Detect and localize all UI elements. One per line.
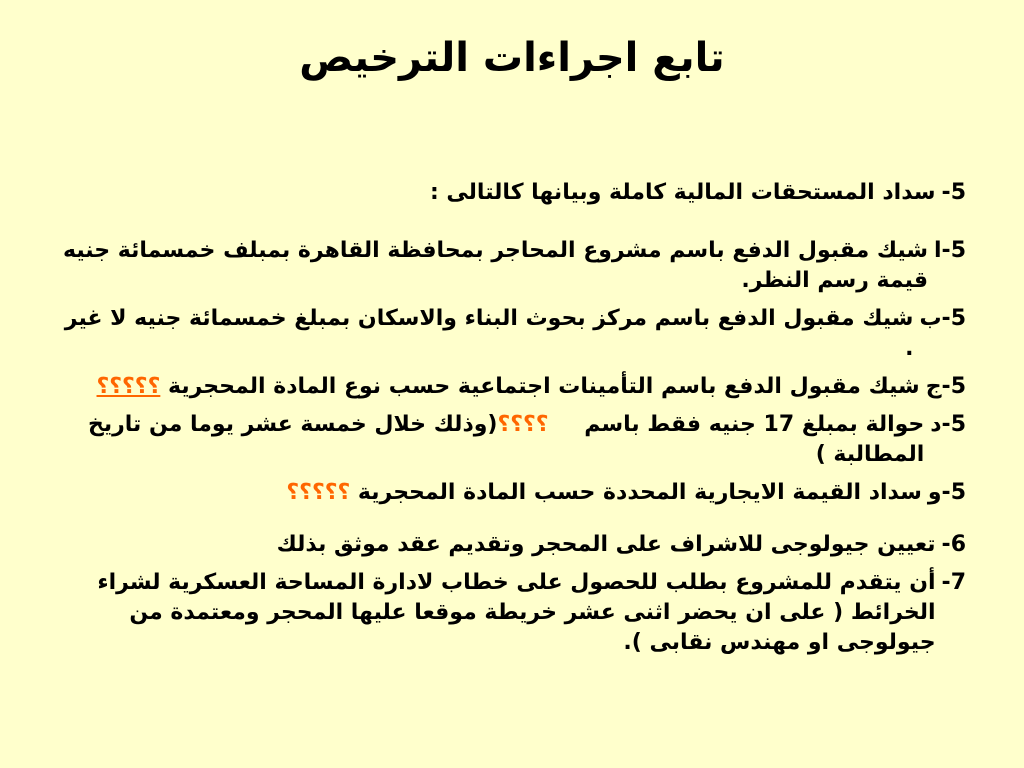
item-text-container	[60, 478, 928, 508]
list-item-5c	[60, 372, 966, 402]
item-number: 5-	[941, 180, 966, 205]
list-item-5a	[60, 236, 966, 296]
item-text: تعيين جيولوجى للاشراف على المحجر وتقديم عقد موثق بذلك	[276, 532, 936, 557]
slide-body	[60, 178, 966, 658]
list-item-6	[60, 530, 966, 560]
question-marks: ؟؟؟؟؟	[96, 374, 161, 399]
item-number: 5-و	[927, 480, 966, 505]
item-number: 6-	[941, 532, 966, 557]
question-marks: ؟؟؟؟	[497, 412, 549, 437]
item-text-part1: حوالة بمبلغ 17 جنيه فقط باسم	[584, 412, 925, 437]
item-text: شيك مقبول الدفع باسم مركز بحوث البناء والاسكان بمبلغ خمسمائة جنيه لا غير .	[64, 306, 914, 361]
item-number: 7-	[941, 570, 966, 595]
list-item-5d	[60, 410, 966, 470]
list-item-7	[60, 568, 966, 658]
item-text-container	[60, 410, 930, 470]
item-text: سداد القيمة الايجارية المحددة حسب المادة المحجرية	[357, 480, 922, 505]
item-text: سداد المستحقات المالية كاملة وبيانها كالتالى :	[429, 180, 936, 205]
list-item-5b	[60, 304, 966, 364]
item-number: 5-د	[930, 412, 966, 437]
item-text: شيك مقبول الدفع باسم مشروع المحاجر بمحافظة القاهرة بمبلف خمسمائة جنيه قيمة رسم النظر.	[62, 238, 929, 293]
question-marks: ؟؟؟؟؟	[286, 480, 351, 505]
list-item-5e	[60, 478, 966, 508]
item-text-container	[60, 372, 926, 402]
item-text: شيك مقبول الدفع باسم التأمينات اجتماعية حسب نوع المادة المحجرية	[168, 374, 920, 399]
list-item-5	[60, 178, 966, 208]
item-text: أن يتقدم للمشروع بطلب للحصول على خطاب لادارة المساحة العسكرية لشراء الخرائط ( على ان يحضر اثنى عشر خريطة موقعا عليها المحجر ومعتمدة من جيولوجى او مهندس نقابى ).	[97, 570, 936, 655]
item-number: 5-ا	[934, 238, 966, 263]
slide-title: تابع اجراءات الترخيص	[299, 35, 725, 81]
item-number: 5-ج	[925, 374, 966, 399]
item-text-part2: (وذلك خلال خمسة عشر يوما من تاريخ المطالبة )	[88, 412, 925, 467]
item-number: 5-ب	[919, 306, 966, 331]
